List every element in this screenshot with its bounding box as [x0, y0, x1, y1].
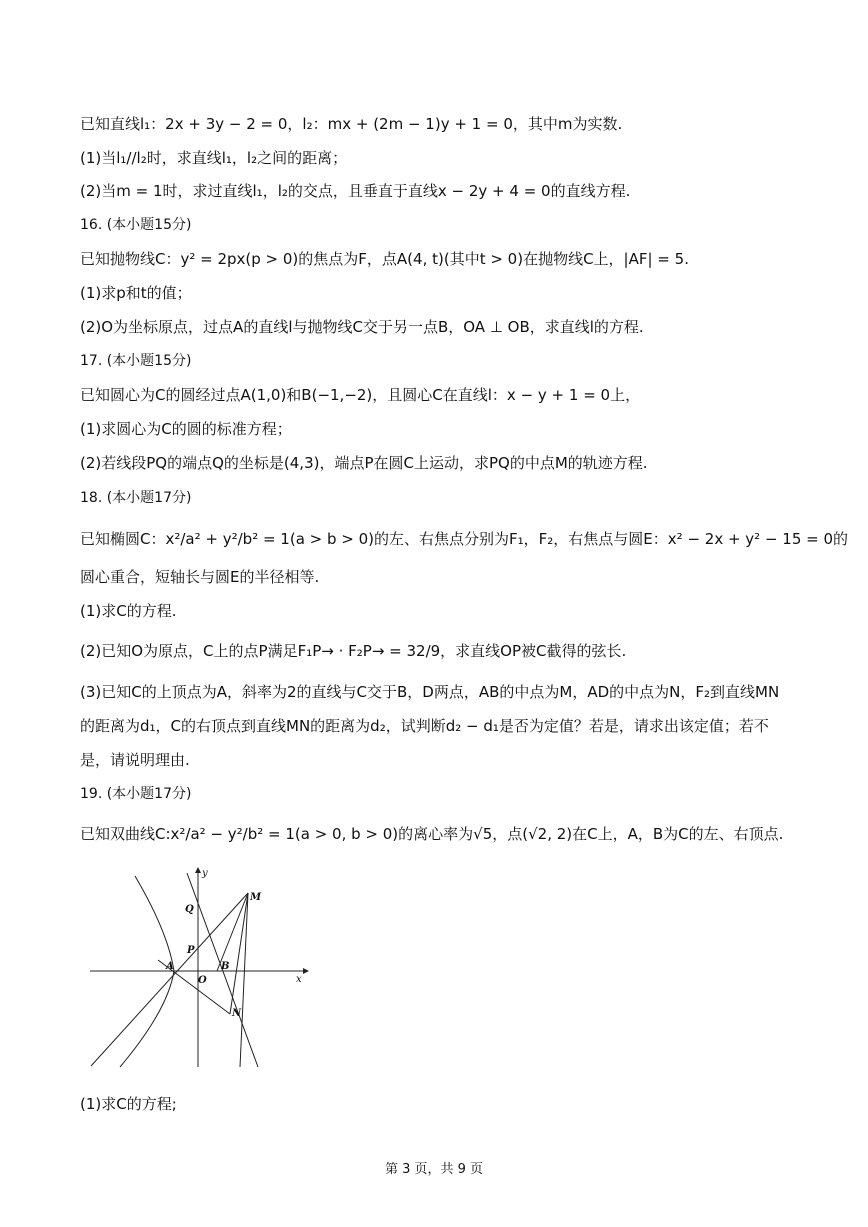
q15-part2: (2)当m = 1时，求过直线l₁，l₂的交点，且垂直于直线x − 2y + 4 = 0的直线方程.	[80, 182, 631, 200]
label-N: N	[232, 1008, 242, 1019]
q18-header: 18. (本小题17分)	[80, 490, 192, 506]
q18-stem-1: 已知椭圆C：x²/a² + y²/b² = 1(a > b > 0)的左、右焦点分别为F₁，F₂，右焦点与圆E：x² − 2x + y² − 15 = 0的	[80, 530, 849, 548]
label-O: O	[198, 975, 207, 986]
q17-header: 17. (本小题15分)	[80, 353, 192, 369]
label-P: P	[187, 945, 195, 956]
q18-part3-1: (3)已知C的上顶点为A，斜率为2的直线与C交于B，D两点，AB的中点为M，AD的中点为N，F₂到直线MN	[80, 683, 780, 701]
label-y: y	[202, 868, 208, 879]
q17-part1: (1)求圆心为C的圆的标准方程；	[80, 420, 292, 438]
q17-stem: 已知圆心为C的圆经过点A(1,0)和B(−1,−2)，且圆心C在直线l：x − y + 1 = 0上，	[80, 386, 641, 404]
label-x: x	[296, 974, 302, 985]
q18-part3-3: 是，请说明理由.	[80, 751, 190, 769]
q18-part2: (2)已知O为原点，C上的点P满足F₁P→ · F₂P→ = 32/9，求直线OP被C截得的弦长.	[80, 642, 627, 660]
label-Q: Q	[185, 904, 194, 915]
q16-header: 16. (本小题15分)	[80, 217, 192, 233]
hyperbola-figure	[88, 862, 314, 1070]
q18-stem-2: 圆心重合，短轴长与圆E的半径相等.	[80, 568, 320, 586]
q16-part2: (2)O为坐标原点，过点A的直线l与抛物线C交于另一点B，OA ⊥ OB，求直线l的方程.	[80, 318, 644, 336]
q16-stem: 已知抛物线C：y² = 2px(p > 0)的焦点为F，点A(4, t)(其中t > 0)在抛物线C上，|AF| = 5.	[80, 250, 689, 268]
line-B-M	[217, 893, 248, 971]
hyperbola-diagram	[88, 862, 314, 1070]
q15-stem: 已知直线l₁：2x + 3y − 2 = 0，l₂：mx + (2m − 1)y + 1 = 0，其中m为实数.	[80, 115, 623, 133]
q19-stem: 已知双曲线C:x²/a² − y²/b² = 1(a > 0, b > 0)的离心率为√5，点(√2, 2)在C上，A，B为C的左、右顶点.	[80, 825, 784, 843]
label-M: M	[250, 892, 262, 903]
q19-header: 19. (本小题17分)	[80, 786, 192, 802]
label-B: B	[221, 961, 230, 972]
q18-part3-2: 的距离为d₁，C的右顶点到直线MN的距离为d₂，试判断d₂ − d₁是否为定值？若是，请求出该定值；若不	[80, 717, 769, 735]
line-A-M	[91, 893, 248, 1066]
q17-part2: (2)若线段PQ的端点Q的坐标是(4,3)，端点P在圆C上运动，求PQ的中点M的轨迹方程.	[80, 454, 648, 472]
q16-part1: (1)求p和t的值；	[80, 284, 192, 302]
q15-part1: (1)当l₁//l₂时，求直线l₁，l₂之间的距离；	[80, 149, 348, 167]
label-A: A	[166, 961, 174, 972]
q18-part1: (1)求C的方程.	[80, 602, 177, 620]
page-footer: 第 3 页，共 9 页	[384, 1162, 484, 1177]
q19-part1: (1)求C的方程;	[80, 1095, 177, 1113]
